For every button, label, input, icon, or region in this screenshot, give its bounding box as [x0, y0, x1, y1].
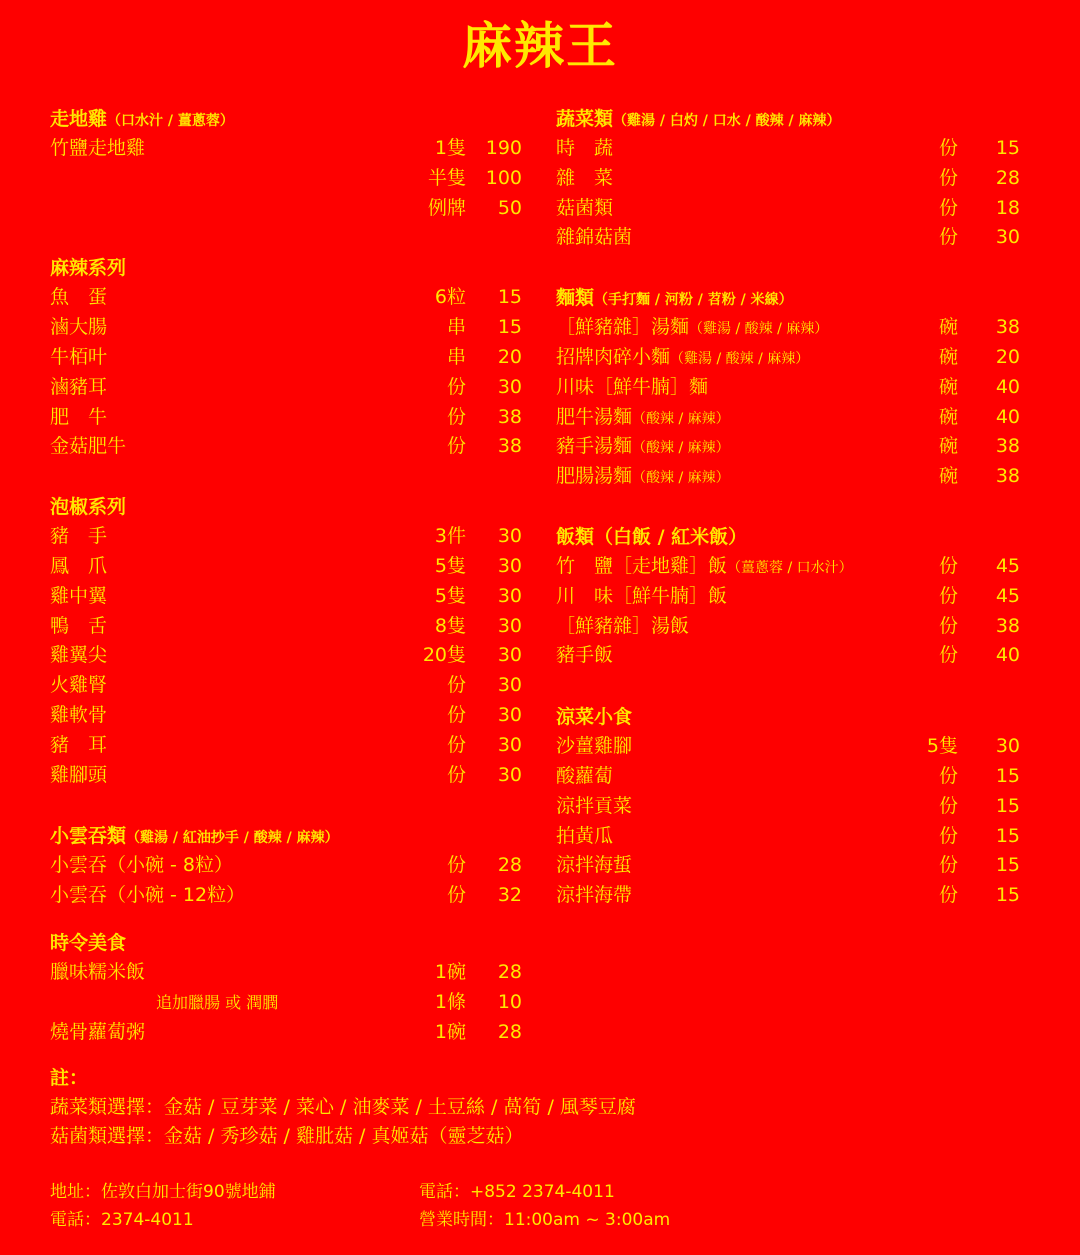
menu-item: [556, 432, 1020, 462]
item-name: [556, 822, 613, 852]
item-unit: 1隻: [434, 137, 466, 159]
item-unit: 份: [938, 764, 958, 787]
item-name: [50, 134, 145, 164]
item-name-text: 豬 手: [50, 525, 108, 548]
menu-item: [50, 194, 522, 224]
item-name-text: 肥牛湯麵: [556, 405, 633, 428]
item-name: [556, 432, 730, 464]
menu-item: [50, 552, 522, 582]
menu-item: [556, 134, 1020, 164]
section-note: （雞湯 / 紅油抄手 / 酸辣 / 麻辣）: [126, 830, 339, 847]
menu-item: [556, 851, 1020, 881]
item-price: 15: [995, 137, 1020, 159]
item-name-text: 鳳 爪: [50, 554, 108, 577]
item-unit: 1碗: [434, 960, 466, 983]
item-unit: 份: [446, 884, 466, 907]
menu-item: [556, 223, 1020, 253]
item-name: [556, 194, 613, 224]
item-name-text: 豬 耳: [50, 733, 108, 756]
item-unit: 份: [446, 674, 466, 697]
item-name: [50, 612, 107, 642]
item-price: 30: [497, 554, 522, 577]
item-unit: 份: [938, 884, 958, 907]
menu-item: [556, 641, 1020, 671]
menu-item: [556, 313, 1020, 343]
item-name: [556, 223, 632, 253]
item-price: 30: [497, 674, 522, 697]
item-name-text: 牛栢叶: [50, 345, 108, 368]
item-unit: 份: [938, 854, 958, 877]
item-name: [50, 671, 107, 701]
item-price: 15: [995, 884, 1020, 907]
item-unit: 例牌: [427, 196, 466, 219]
item-name: [50, 731, 107, 761]
menu-item: [556, 462, 1020, 492]
item-unit: 1條: [434, 990, 466, 1013]
menu-item: [556, 373, 1020, 403]
item-price: 38: [995, 316, 1020, 339]
item-unit: 5隻: [926, 735, 958, 758]
item-name-text: 涼拌海帶: [556, 884, 633, 907]
item-name-text: 肥腸湯麵: [556, 465, 633, 488]
item-name: [50, 761, 107, 791]
item-name-text: 雞軟骨: [50, 703, 108, 726]
footer-right: [419, 1178, 670, 1234]
item-name-text: 滷豬耳: [50, 375, 108, 398]
item-name: [556, 582, 727, 612]
item-name: [556, 373, 708, 403]
section-gap: [556, 671, 1020, 702]
menu-item: [556, 164, 1020, 194]
item-price: 30: [497, 733, 522, 756]
item-name: [156, 988, 278, 1018]
item-price: 15: [995, 854, 1020, 877]
item-unit: 串: [446, 316, 466, 339]
item-name: [50, 343, 107, 373]
item-name: [556, 403, 730, 435]
item-unit: 碗: [938, 375, 958, 398]
phone-text: 電話：2374-4011: [50, 1210, 194, 1230]
menu-item: [50, 373, 522, 403]
item-name: [556, 762, 613, 792]
section-heading: [556, 104, 1020, 134]
item-name-text: 小雲吞（小碗 - 12粒）: [50, 884, 246, 907]
item-price: 45: [995, 584, 1020, 607]
item-name-text: 涼拌貢菜: [556, 794, 633, 817]
item-name: [50, 851, 233, 881]
item-unit: 份: [938, 584, 958, 607]
item-name-text: 火雞腎: [50, 674, 108, 697]
item-unit: 份: [446, 733, 466, 756]
item-price: 38: [995, 435, 1020, 458]
item-price: 30: [497, 584, 522, 607]
item-name: [50, 522, 107, 552]
section-gap: [50, 462, 522, 492]
item-note: （薑蔥蓉 / 口水汁）: [727, 559, 853, 576]
section-title: 涼菜小食: [556, 706, 633, 729]
notes-vegetable-options: 蔬菜類選擇：金菇 / 豆芽菜 / 菜心 / 油麥菜 / 土豆絲 / 萵筍 / 風琴豆腐: [50, 1096, 636, 1118]
item-price: 15: [995, 764, 1020, 787]
section-gap: [50, 790, 522, 821]
section-title: 時令美食: [50, 931, 127, 954]
item-unit: 5隻: [434, 554, 466, 577]
item-name: [50, 552, 107, 582]
section-heading: [556, 283, 1020, 313]
item-name: [556, 851, 632, 881]
item-name-text: 小雲吞（小碗 - 8粒）: [50, 854, 234, 877]
menu-item: [50, 881, 522, 911]
hours-text: 營業時間：11:00am ~ 3:00am: [419, 1210, 671, 1230]
item-price: 30: [497, 763, 522, 786]
item-unit: 半隻: [427, 166, 466, 189]
menu-item: [556, 582, 1020, 612]
section-heading: [556, 702, 1020, 732]
item-price: 15: [995, 794, 1020, 817]
address-text: 地址：佐敦白加士街90號地鋪: [50, 1182, 276, 1202]
item-name: [556, 164, 613, 194]
item-name-text: 雞中翼: [50, 584, 108, 607]
item-name: [50, 403, 107, 433]
menu-left-column: [50, 104, 522, 1047]
item-name: [556, 792, 632, 822]
item-unit: 份: [938, 137, 958, 159]
item-price: 28: [497, 1020, 522, 1043]
section-title: 泡椒系列: [50, 496, 127, 519]
item-name-text: 涼拌海蜇: [556, 854, 633, 877]
item-name-text: 金菇肥牛: [50, 435, 127, 458]
menu-section: [556, 104, 1020, 253]
menu-item: [556, 194, 1020, 224]
section-heading: [556, 522, 1020, 552]
menu-section: [50, 492, 522, 790]
section-title: 走地雞: [50, 108, 108, 130]
item-unit: 份: [446, 703, 466, 726]
item-name-text: ［鮮豬雜］湯麵: [556, 316, 690, 339]
section-title: 麵類: [556, 287, 595, 310]
item-unit: 份: [938, 554, 958, 577]
item-price: 38: [995, 465, 1020, 488]
item-name: [50, 373, 107, 403]
item-price: 100: [485, 166, 522, 189]
item-price: 15: [497, 286, 522, 309]
section-heading: [50, 492, 522, 522]
item-price: 15: [995, 824, 1020, 847]
item-name-text: 臘味糯米飯: [50, 960, 146, 983]
item-name: [556, 732, 632, 762]
menu-item: [556, 792, 1020, 822]
item-name: [50, 432, 126, 462]
menu-item: [556, 403, 1020, 433]
item-price: 10: [497, 990, 522, 1013]
menu-item: [50, 283, 522, 313]
item-price: 30: [497, 375, 522, 398]
menu-section: [556, 702, 1020, 911]
item-note: （雞湯 / 酸辣 / 麻辣）: [670, 350, 810, 367]
section-title: 小雲吞類: [50, 825, 127, 848]
section-heading: [50, 928, 522, 958]
item-price: 15: [497, 316, 522, 339]
item-unit: 碗: [938, 316, 958, 339]
item-name-text: 川 味［鮮牛腩］飯: [556, 584, 728, 607]
menu-item: [50, 403, 522, 433]
menu-item: [50, 164, 522, 194]
item-price: 30: [497, 703, 522, 726]
section-title: 麻辣系列: [50, 257, 127, 280]
item-name-text: 雞腳頭: [50, 763, 108, 786]
footer-left: [50, 1178, 276, 1234]
item-unit: 份: [446, 405, 466, 428]
menu-item: [556, 822, 1020, 852]
item-name-text: 滷大腸: [50, 316, 108, 339]
item-unit: 串: [446, 345, 466, 368]
item-name: [50, 313, 107, 343]
item-name-text: 燒骨蘿蔔粥: [50, 1020, 146, 1043]
item-unit: 8隻: [434, 614, 466, 637]
item-price: 40: [995, 375, 1020, 398]
item-note: （酸辣 / 麻辣）: [632, 440, 730, 457]
item-price: 30: [497, 644, 522, 667]
item-name: [556, 343, 809, 375]
section-note: （雞湯 / 白灼 / 口水 / 酸辣 / 麻辣）: [613, 113, 841, 129]
item-unit: 1碗: [434, 1020, 466, 1043]
item-name: [50, 701, 107, 731]
item-price: 45: [995, 554, 1020, 577]
item-name: [50, 582, 107, 612]
item-name: [50, 881, 245, 911]
item-unit: 3件: [434, 525, 466, 548]
menu-item: [50, 313, 522, 343]
item-name-text: 肥 牛: [50, 405, 108, 428]
section-gap: [556, 492, 1020, 522]
item-price: 28: [995, 166, 1020, 189]
item-unit: 碗: [938, 405, 958, 428]
item-name-text: 豬手湯麵: [556, 435, 633, 458]
item-price: 50: [497, 196, 522, 219]
item-price: 32: [497, 884, 522, 907]
item-name-text: 鴨 舌: [50, 614, 108, 637]
menu-section: [50, 821, 522, 911]
menu-item: [50, 731, 522, 761]
item-name-text: 菇菌類: [556, 196, 614, 219]
item-price: 30: [497, 525, 522, 548]
item-price: 28: [497, 960, 522, 983]
menu-item: [50, 988, 522, 1018]
section-note: （口水汁 / 薑蔥蓉）: [107, 113, 234, 129]
item-unit: 份: [938, 196, 958, 219]
menu-section: [556, 283, 1020, 492]
menu-item: [556, 762, 1020, 792]
item-price: 18: [995, 196, 1020, 219]
menu-item: [556, 552, 1020, 582]
item-price: 30: [995, 735, 1020, 758]
menu-section: [50, 253, 522, 462]
notes-block: [50, 1064, 636, 1151]
section-heading: [50, 821, 522, 851]
menu-item: [50, 1018, 522, 1048]
item-unit: 份: [938, 614, 958, 637]
menu-item: [556, 732, 1020, 762]
menu-right-column: [556, 104, 1020, 911]
section-gap: [50, 223, 522, 253]
item-unit: 碗: [938, 345, 958, 368]
menu-item: [50, 343, 522, 373]
item-unit: 份: [446, 763, 466, 786]
item-price: 38: [497, 405, 522, 428]
menu-section: [50, 104, 522, 223]
item-note: （酸辣 / 麻辣）: [632, 470, 730, 487]
menu-item: [556, 612, 1020, 642]
item-unit: 份: [938, 226, 958, 249]
restaurant-title: 麻辣王: [462, 17, 618, 75]
notes-heading: 註：: [50, 1067, 89, 1089]
item-unit: 份: [446, 854, 466, 877]
menu-item: [50, 612, 522, 642]
item-unit: 5隻: [434, 584, 466, 607]
item-name-text: 川味［鮮牛腩］麵: [556, 375, 709, 398]
section-title: 飯類（白飯 / 紅米飯）: [556, 525, 748, 548]
item-name: [556, 462, 730, 494]
item-price: 190: [485, 137, 522, 159]
item-name-text: 招牌肉碎小麵: [556, 345, 671, 368]
item-unit: 份: [446, 375, 466, 398]
item-name-text: 竹鹽走地雞: [50, 137, 146, 159]
section-title: 蔬菜類: [556, 108, 614, 130]
item-price: 30: [995, 226, 1020, 249]
item-name: [556, 881, 632, 911]
item-price: 20: [995, 345, 1020, 368]
item-price: 28: [497, 854, 522, 877]
item-name-text: ［鮮豬雜］湯飯: [556, 614, 690, 637]
item-name-text: 時 蔬: [556, 137, 614, 159]
menu-item: [50, 851, 522, 881]
item-name-text: 雞翼尖: [50, 644, 108, 667]
item-name: [556, 313, 828, 345]
item-name-text: 沙薑雞腳: [556, 735, 633, 758]
section-gap: [50, 911, 522, 928]
item-unit: 份: [938, 794, 958, 817]
item-name-text: 豬手飯: [556, 644, 614, 667]
menu-item: [50, 582, 522, 612]
menu-item: [50, 432, 522, 462]
section-heading: [50, 104, 522, 134]
menu-item: [556, 343, 1020, 373]
item-price: 40: [995, 644, 1020, 667]
item-name: [556, 612, 689, 642]
item-price: 20: [497, 345, 522, 368]
menu-item: [50, 522, 522, 552]
item-name: [556, 552, 853, 584]
menu-item: [50, 134, 522, 164]
item-name-text: 拍黃瓜: [556, 824, 614, 847]
item-unit: 份: [938, 166, 958, 189]
item-unit: 份: [446, 435, 466, 458]
item-unit: 20隻: [422, 644, 466, 667]
item-unit: 份: [938, 824, 958, 847]
notes-mushroom-options: 菇菌類選擇：金菇 / 秀珍菇 / 雞肶菇 / 真姬菇（靈芝菇）: [50, 1125, 524, 1147]
menu-section: [50, 928, 522, 1047]
menu-item: [556, 881, 1020, 911]
item-name: [556, 134, 613, 164]
phone-intl-text: 電話：+852 2374-4011: [419, 1182, 615, 1202]
item-name-text: 魚 蛋: [50, 286, 108, 309]
menu-item: [50, 701, 522, 731]
item-unit: 碗: [938, 465, 958, 488]
item-name: [556, 641, 613, 671]
section-gap: [556, 253, 1020, 283]
item-price: 38: [497, 435, 522, 458]
item-name: [50, 641, 107, 671]
menu-item: [50, 641, 522, 671]
section-note: （手打麵 / 河粉 / 苕粉 / 米線）: [594, 292, 793, 309]
menu-section: [556, 522, 1020, 671]
item-price: 40: [995, 405, 1020, 428]
menu-item: [50, 761, 522, 791]
item-price: 30: [497, 614, 522, 637]
item-note: （雞湯 / 酸辣 / 麻辣）: [689, 321, 829, 338]
item-unit: 份: [938, 644, 958, 667]
menu-item: [50, 958, 522, 988]
item-unit: 碗: [938, 435, 958, 458]
item-note: （酸辣 / 麻辣）: [632, 410, 730, 427]
item-name-text: 雜錦菇菌: [556, 226, 633, 249]
item-price: 38: [995, 614, 1020, 637]
item-name: [50, 958, 145, 988]
item-name-text: 酸蘿蔔: [556, 764, 614, 787]
item-name-text: 竹 鹽［走地雞］飯: [556, 554, 728, 577]
item-name-text: 雜 菜: [556, 166, 614, 189]
section-heading: [50, 253, 522, 283]
item-unit: 6粒: [434, 286, 466, 309]
item-name-text: 追加臘腸 或 潤膶: [156, 992, 279, 1012]
item-name: [50, 1018, 145, 1048]
item-name: [50, 283, 107, 313]
menu-item: [50, 671, 522, 701]
